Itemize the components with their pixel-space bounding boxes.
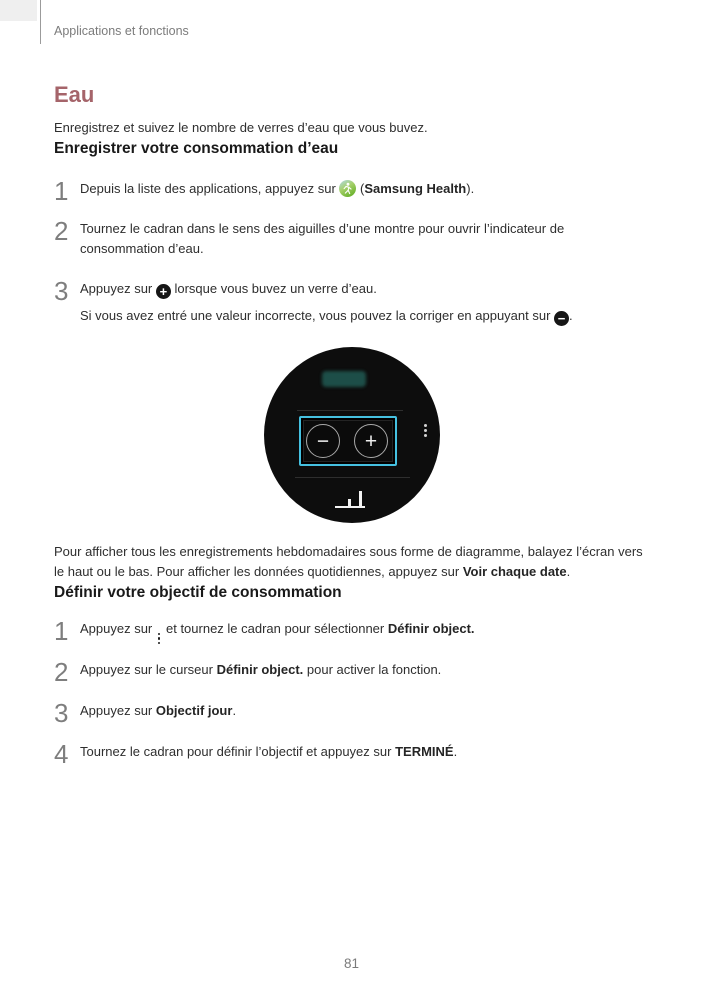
- water-glass-graphic: [322, 371, 366, 387]
- step-number: 1: [54, 616, 69, 646]
- page-title: Eau: [54, 82, 95, 107]
- intro-text: Enregistrez et suivez le nombre de verres d’eau que vous buvez.: [54, 120, 428, 135]
- page-number: 81: [343, 956, 360, 971]
- list-separator: [295, 477, 410, 478]
- minus-button-icon: −: [306, 424, 340, 458]
- header-rule: [40, 0, 41, 44]
- step: [54, 277, 650, 326]
- section-heading-set-goal: Définir votre objectif de consommation: [54, 584, 342, 601]
- step: [54, 217, 650, 259]
- more-options-icon: [424, 424, 427, 437]
- step-text: Appuyez sur + lorsque vous buvez un verre d’eau.: [80, 281, 377, 299]
- step-text: Tournez le cadran dans le sens des aiguilles d’une montre pour ouvrir l’indicateur de consommation d’eau.: [80, 221, 565, 256]
- step-number: 3: [54, 276, 69, 306]
- weekly-chart-icon: [348, 499, 351, 507]
- plus-button-icon: +: [354, 424, 388, 458]
- step-text: Tournez le cadran pour définir l’objectif et appuyez sur TERMINÉ.: [80, 744, 458, 759]
- weekly-chart-icon: [359, 491, 362, 507]
- step-number: 2: [54, 657, 69, 687]
- weekly-note-text: Pour afficher tous les enregistrements hebdomadaires sous forme de diagramme, balayez l’écran vers le haut ou le bas. Pour afficher les données quotidiennes, appuyez sur Voir chaque date.: [54, 544, 643, 579]
- step: [54, 658, 650, 686]
- minus-icon: −: [554, 311, 569, 326]
- step: [54, 740, 650, 768]
- more-options-icon: [158, 633, 161, 645]
- plus-icon: +: [156, 284, 171, 299]
- section-heading-record-water: Enregistrer votre consommation d’eau: [54, 140, 339, 157]
- samsung-health-icon: [339, 180, 356, 197]
- step: [54, 177, 650, 205]
- step: [54, 699, 650, 727]
- watch-face: [264, 347, 440, 523]
- step-text: Appuyez sur le curseur Définir object. pour activer la fonction.: [80, 662, 442, 677]
- step-text: Depuis la liste des applications, appuyez sur (Samsung Health).: [80, 181, 475, 196]
- scan-artifact: [0, 0, 37, 21]
- step: [54, 617, 650, 645]
- step-text: Appuyez sur Objectif jour.: [80, 703, 237, 718]
- step-text: Si vous avez entré une valeur incorrecte, vous pouvez la corriger en appuyant sur − .: [80, 308, 573, 326]
- watch-illustration: [264, 347, 440, 523]
- step-number: 2: [54, 216, 69, 246]
- step-number: 4: [54, 739, 69, 769]
- running-header: Applications et fonctions: [54, 24, 189, 38]
- step-number: 3: [54, 698, 69, 728]
- list-separator: [297, 410, 403, 411]
- step-number: 1: [54, 176, 69, 206]
- step-text: Appuyez sur et tournez le cadran pour sélectionner Définir object.: [80, 619, 650, 644]
